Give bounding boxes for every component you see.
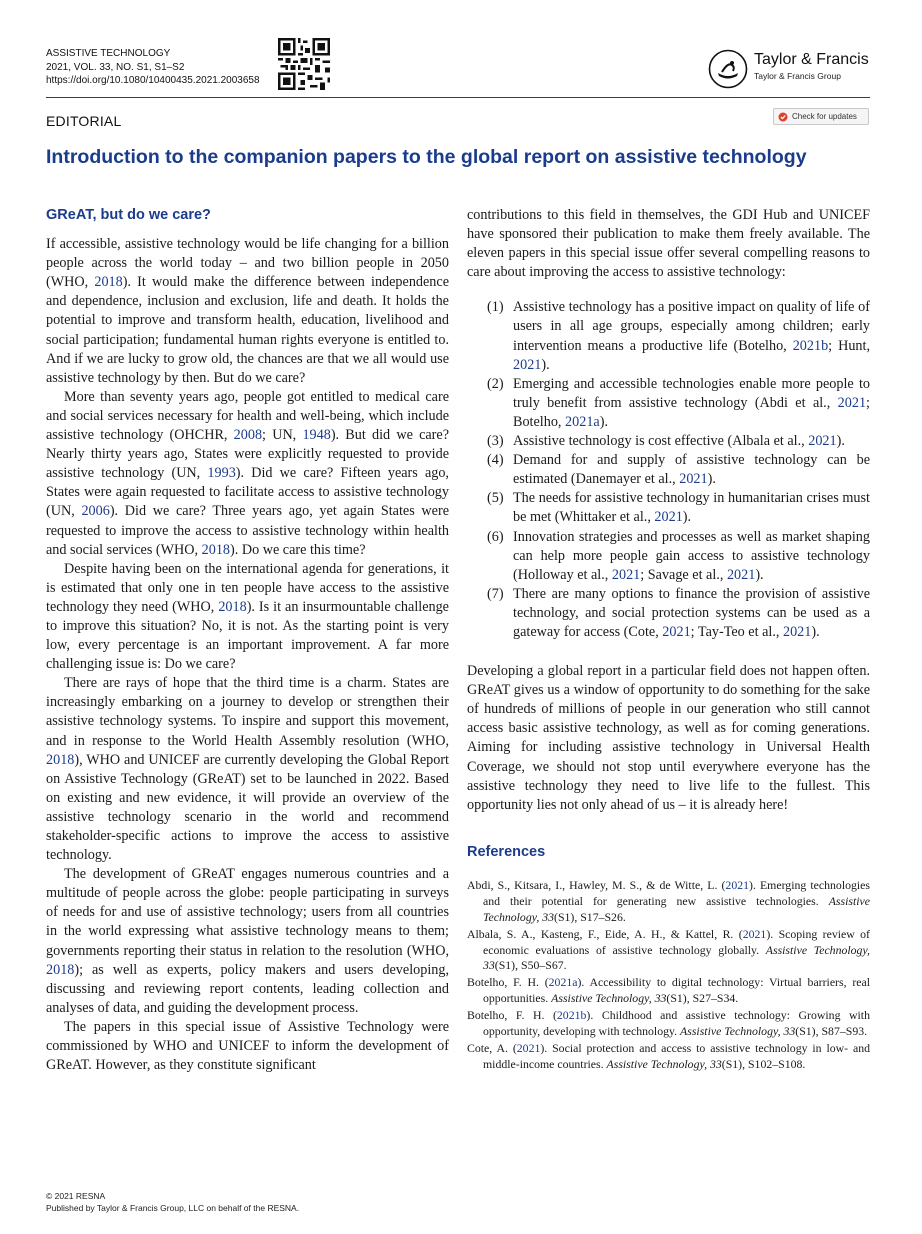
text: The needs for assistive technology in humanitarian crises must be met (Whittaker et al., [513,490,870,526]
section-label: EDITORIAL [46,113,122,129]
list-item [467,375,870,432]
text: (S1), S50–S67. [494,958,567,973]
publisher-logo-icon [708,49,748,89]
page-footer [46,1190,299,1214]
citation-link[interactable]: 2021 [611,566,641,583]
citation-link[interactable]: 2018 [46,751,75,768]
journal-name: Assistive Technology [680,1024,778,1039]
list-item [467,585,870,642]
text: ). It would make the difference between independence and dependence, inclusion and exclusion, life and death. It holds the potential to improve and transform health, education, livelihood and social participation; fundamental human rights everyone is entitled to. And if we are lucky to grow old, the chances are that we all would use assistive technology by then. But do we care? [46,274,449,386]
citation-link[interactable]: 2021b [792,337,829,354]
text: ; Savage et al., [640,566,727,583]
header-rule [46,97,870,98]
text: ). [682,509,692,526]
citation-link[interactable]: 2018 [46,961,75,978]
text: ). Is it an insurmountable challenge to improve this situation? No, it is not. As the starting point is very low, every percentage is an important improvement. A far more challenging issue is: Do we care? [46,598,449,673]
reference-item [467,878,870,926]
list-number: (4) [487,452,504,469]
volume: , 33 [704,1056,722,1071]
text: (S1), S27–S34. [666,991,739,1006]
citation-link[interactable]: 2021 [726,566,756,583]
volume: , 33 [648,991,667,1006]
text: ). Do we care this time? [230,541,366,558]
citation-link[interactable]: 2008 [233,427,263,444]
text: If accessible, assistive technology would be life changing for a billion people across the world today – and two billion people in 2050 (WHO, [46,236,449,291]
volume-info: 2021, VOL. 33, NO. S1, S1–S2 [46,61,185,73]
text: ). Scoping review of economic evaluations of assistive technology globally. [483,926,870,957]
text: ). Emerging technologies and their potential for generating new assistive technologies. [483,877,870,908]
list-number: (7) [487,585,504,602]
copyright: © 2021 RESNA [46,1191,106,1201]
text: Abdi, S., Kitsara, I., Hawley, M. S., & de Witte, L. ( [467,877,726,892]
volume: , 33 [536,909,555,924]
references-section [467,843,870,1073]
text: Emerging and accessible technologies enable more people to truly benefit from assistive technology (Abdi et al., [513,375,870,411]
citation-link[interactable]: 2021 [782,623,812,640]
text: More than seventy years ago, people got entitled to medical care and social services necessary for health and well-being, which include assistive technology (OHCHR, [46,388,449,444]
references-heading: References [467,843,546,860]
text: Cote, A. ( [467,1040,517,1055]
citation-link[interactable]: 2021 [662,623,691,640]
check-for-updates-button[interactable] [773,108,869,125]
list-item [467,528,870,585]
text: Assistive technology is cost effective (Albala et al., [513,433,809,450]
text: ). [811,623,820,640]
list-item [467,451,870,489]
publisher-name: Taylor & Francis [754,51,869,68]
list-number: (6) [487,528,504,545]
paragraph: The papers in this special issue of Assistive Technology were commissioned by WHO and UNICEF to inform the development of GReAT. However, as they constitute significant [46,1018,449,1074]
citation-link[interactable]: 2006 [81,503,110,520]
text: Despite having been on the international agenda for generations, it is estimated that only one in ten people have access to the assistive technology they need (WHO, [46,560,449,615]
text: Innovation strategies and processes as well as market shaping can help more people gain access to assistive technology (Holloway et al., [513,528,870,583]
text: There are rays of hope that the third time is a charm. States are increasingly embarking on a journey to develop or strengthen their assistive technology systems. To inspire and support this movement, and in response to the World Health Assembly resolution (WHO, [46,675,449,749]
list-number: (2) [487,375,504,392]
text: ). Childhood and assistive technology: Growing with opportunity, developing with technology. [483,1008,870,1039]
citation-link[interactable]: 2021 [516,1040,541,1055]
published-by: Published by Taylor & Francis Group, LLC on behalf of the RESNA. [46,1203,300,1213]
paragraph [46,388,449,560]
volume: , 33 [483,942,870,973]
doi-link[interactable]: https://doi.org/10.1080/10400435.2021.2003658 [46,75,260,86]
citation-link[interactable]: 1948 [302,427,331,444]
paragraph [46,865,449,1018]
citation-link[interactable]: 2021 [837,394,867,411]
reference-item [467,1008,870,1040]
text: (S1), S87–S93. [795,1024,868,1039]
paragraph [46,674,449,865]
section-heading: GReAT, but do we care? [46,207,211,223]
text: ). Did we care? Fifteen years ago, States were again requested to facilitate access to assistive technology (UN, [46,465,449,520]
text: Assistive technology has a positive impact on quality of life of users in all age groups, especially among children; early intervention means a productive life (Botelho, [513,299,870,354]
list-item [467,489,870,527]
left-column [46,206,449,1075]
text: ). Accessibility to digital technology: Virtual barriers, real opportunities. [483,975,870,1006]
journal-name: Assistive Technology [606,1056,705,1071]
check-updates-icon [778,112,788,122]
text: (S1), S102–S108. [721,1056,806,1071]
list-item [467,298,870,374]
citation-link[interactable]: 2021 [513,356,542,373]
list-number: (5) [487,490,504,507]
publisher-group: Taylor & Francis Group [754,71,841,81]
text: ). Social protection and access to assistive technology in low- and middle-income countries. [483,1040,871,1071]
journal-meta [46,47,260,88]
citation-link[interactable]: 2021a [565,413,600,430]
text: There are many options to finance the provision of assistive technology, and social protection systems can be used as a gateway for access (Cote, [513,585,870,640]
text: ). But did we care? Nearly thirty years ago, States were explicitly requested to provide assistive technology (UN, [46,427,449,482]
citation-link[interactable]: 2021b [556,1008,587,1023]
check-updates-label: Check for updates [792,112,857,121]
reasons-list [467,298,870,642]
reference-item [467,1041,870,1073]
citation-link[interactable]: 1993 [207,465,236,482]
citation-link[interactable]: 2021 [742,926,767,941]
text: Albala, S. A., Kasteng, F., Eide, A. H., & Kattel, R. ( [467,926,743,941]
volume: , 33 [777,1024,796,1039]
citation-link[interactable]: 2018 [218,598,247,615]
list-number: (1) [487,299,504,316]
paragraph [46,235,449,388]
text: ). [755,566,764,583]
text: ). [836,433,845,450]
right-column [467,206,870,1074]
text: ). [541,356,550,373]
article-title: Introduction to the companion papers to the global report on assistive technology [46,146,807,168]
citation-link[interactable]: 2021 [725,877,750,892]
citation-link[interactable]: 2021 [654,509,683,526]
text: ). [707,471,716,488]
reference-item [467,927,870,975]
citation-link[interactable]: 2021 [679,471,708,488]
text: Demand for and supply of assistive technology can be estimated (Danemayer et al., [513,452,870,488]
text: Botelho, F. H. ( [467,975,549,990]
text: ), WHO and UNICEF are currently developing the Global Report on Assistive Technology (GReAT) set to be launched in 2022. Based on existing and new evidence, it will provide an overview of the assistive technology scenario in the world and recommend stakeholder-specific actions to improve the access to assistive technology. [46,751,449,864]
text: ; Hunt, [828,337,870,354]
reference-item [467,975,870,1007]
text: (S1), S17–S26. [554,909,626,924]
paragraph: Developing a global report in a particular field does not happen often. GReAT gives us a window of opportunity to do something for the sake of hundreds of millions of people in our generation who still cannot access basic assistive technology, as well as for coming generations. Aiming for including assistive technology in Universal Health Coverage, we should not stop until everywhere everyone has the assistive technology they need to live life to the fullest. This opportunity lies not only ahead of us – it is already here! [467,663,870,813]
citation-link[interactable]: 2021a [548,975,578,990]
journal-name: Assistive Technology [765,942,868,957]
citation-link[interactable]: 2018 [94,274,123,291]
text: Botelho, F. H. ( [467,1008,557,1023]
journal-name: ASSISTIVE TECHNOLOGY [46,48,171,59]
qr-code-icon[interactable] [278,38,330,90]
citation-link[interactable]: 2021 [808,433,837,450]
text: ; UN, [262,427,303,444]
text: The development of GReAT engages numerous countries and a multitude of people across the globe: people participating in surveys of needs for and use of assistive technology; users from all countries in the world expressing what assistive technology means to them; governments reporting their status in relation to the resolution (WHO, [46,866,449,959]
text: ); as well as experts, policy makers and users developing, discussing and reviewing report contents, leading collection and analyses of data, and guiding the development process. [46,961,449,1016]
journal-name: Assistive Technology [483,893,870,924]
text: ). Did we care? Three years ago, yet again States were requested to improve the access to assistive technology within health and social services (WHO, [46,503,449,558]
citation-link[interactable]: 2018 [201,541,230,558]
list-number: (3) [487,433,504,450]
text: ; Botelho, [513,394,870,430]
text: ). [599,413,608,430]
text: ; Tay-Teo et al., [690,623,783,640]
list-item [467,432,870,451]
paragraph: contributions to this field in themselves, the GDI Hub and UNICEF have sponsored their publication to make them freely available. The eleven papers in this special issue offer several compelling reasons to care about improving the access to assistive technology: [467,207,870,281]
paragraph [46,560,449,675]
journal-name: Assistive Technology [551,991,649,1006]
